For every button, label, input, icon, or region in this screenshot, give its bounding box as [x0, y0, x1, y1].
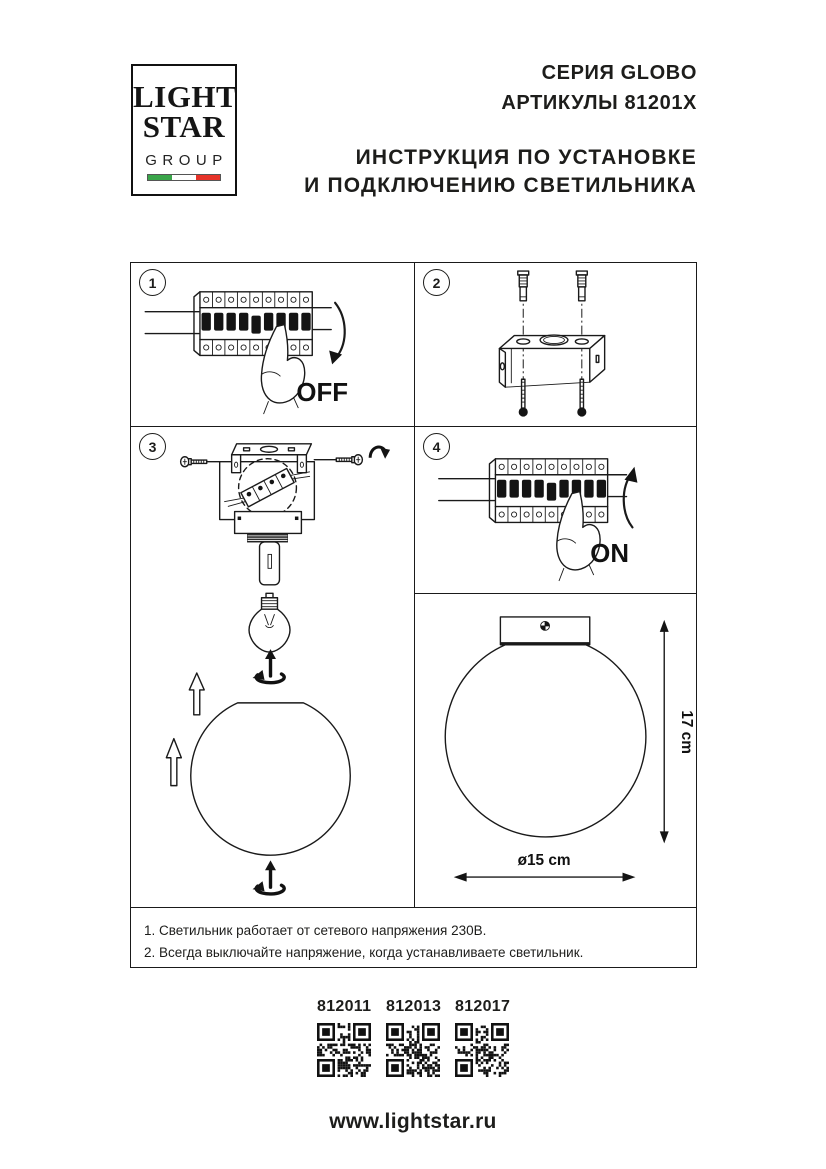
mounting-bracket-icon [499, 335, 604, 387]
step-3-number: 3 [139, 433, 166, 460]
bulb-icon [249, 593, 290, 652]
article-codes-row [0, 998, 826, 1077]
lightstar-logo [131, 64, 237, 196]
breaker-off-drawing [131, 263, 414, 426]
instruction-title-line2: И ПОДКЛЮЧЕНИЮ СВЕТИЛЬНИКА [304, 174, 697, 197]
diameter-dimension [454, 852, 636, 881]
screw-icon [519, 379, 528, 416]
logo-word-light: LIGHT [133, 79, 238, 114]
arrow-down-icon [329, 303, 345, 365]
height-dimension [660, 620, 695, 843]
step-3-panel [131, 427, 415, 907]
article-code: 812013 [386, 998, 442, 1015]
article-column [455, 998, 509, 1077]
height-label: 17 cm [678, 710, 696, 754]
on-label: ON [590, 540, 629, 569]
canopy-icon [235, 512, 302, 534]
steps-grid [130, 262, 697, 968]
qr-code-icon [455, 1023, 509, 1077]
step-1-panel [131, 263, 415, 427]
turn-arrow-icon [370, 447, 390, 459]
screw-in-rotation-arrow-icon [253, 860, 285, 894]
instruction-title-line1: ИНСТРУКЦИЯ ПО УСТАНОВКЕ [355, 146, 697, 169]
flag-white-segment [172, 175, 196, 180]
globe-shade-icon [445, 645, 646, 837]
ceiling-base-icon [500, 617, 589, 645]
screw-in-rotation-arrow-icon [253, 649, 285, 683]
threaded-collar-icon [248, 533, 288, 541]
articles-title: АРТИКУЛЫ 81201X [501, 92, 697, 114]
circuit-breaker-icon [489, 459, 607, 523]
circuit-breaker-icon [194, 292, 312, 356]
article-column [317, 998, 371, 1077]
flag-red-segment [196, 175, 220, 180]
note-line-1: 1. Светильник работает от сетевого напряжения 230В. [144, 923, 487, 938]
diameter-label: ø15 cm [517, 852, 571, 870]
italian-flag-stripe [147, 174, 221, 181]
dimensions-panel [415, 594, 696, 907]
step-1-number: 1 [139, 269, 166, 296]
logo-word-group: GROUP [145, 152, 228, 169]
breaker-on-drawing [415, 427, 696, 593]
up-arrow-icon [189, 673, 204, 715]
step-2-number: 2 [423, 269, 450, 296]
article-code: 812011 [317, 998, 372, 1015]
step-4-panel [415, 427, 696, 594]
qr-code-icon [317, 1023, 371, 1077]
lamp-dimensions-drawing [415, 594, 696, 907]
assembly-drawing [131, 427, 414, 907]
globe-shade-icon [191, 703, 350, 855]
article-code: 812017 [455, 998, 511, 1015]
note-line-2: 2. Всегда выключайте напряжение, когда устанавливаете светильник. [144, 944, 584, 960]
screw-icon [336, 455, 362, 465]
website-url: www.lightstar.ru [329, 1110, 497, 1133]
screw-icon [181, 457, 207, 467]
logo-word-star: STAR [142, 109, 226, 144]
screw-icon [577, 379, 586, 416]
qr-code-icon [386, 1023, 440, 1077]
wall-anchor-icon [576, 271, 587, 301]
series-title: СЕРИЯ GLOBO [541, 62, 697, 84]
notes-panel [131, 907, 696, 967]
flag-green-segment [148, 175, 172, 180]
up-arrow-icon [166, 739, 181, 786]
article-column [386, 998, 440, 1077]
wall-anchor-icon [518, 271, 529, 301]
step-2-panel [415, 263, 696, 427]
off-label: OFF [296, 379, 349, 408]
bracket-mounting-drawing [415, 263, 696, 426]
step-4-number: 4 [423, 433, 450, 460]
socket-icon [260, 542, 280, 585]
